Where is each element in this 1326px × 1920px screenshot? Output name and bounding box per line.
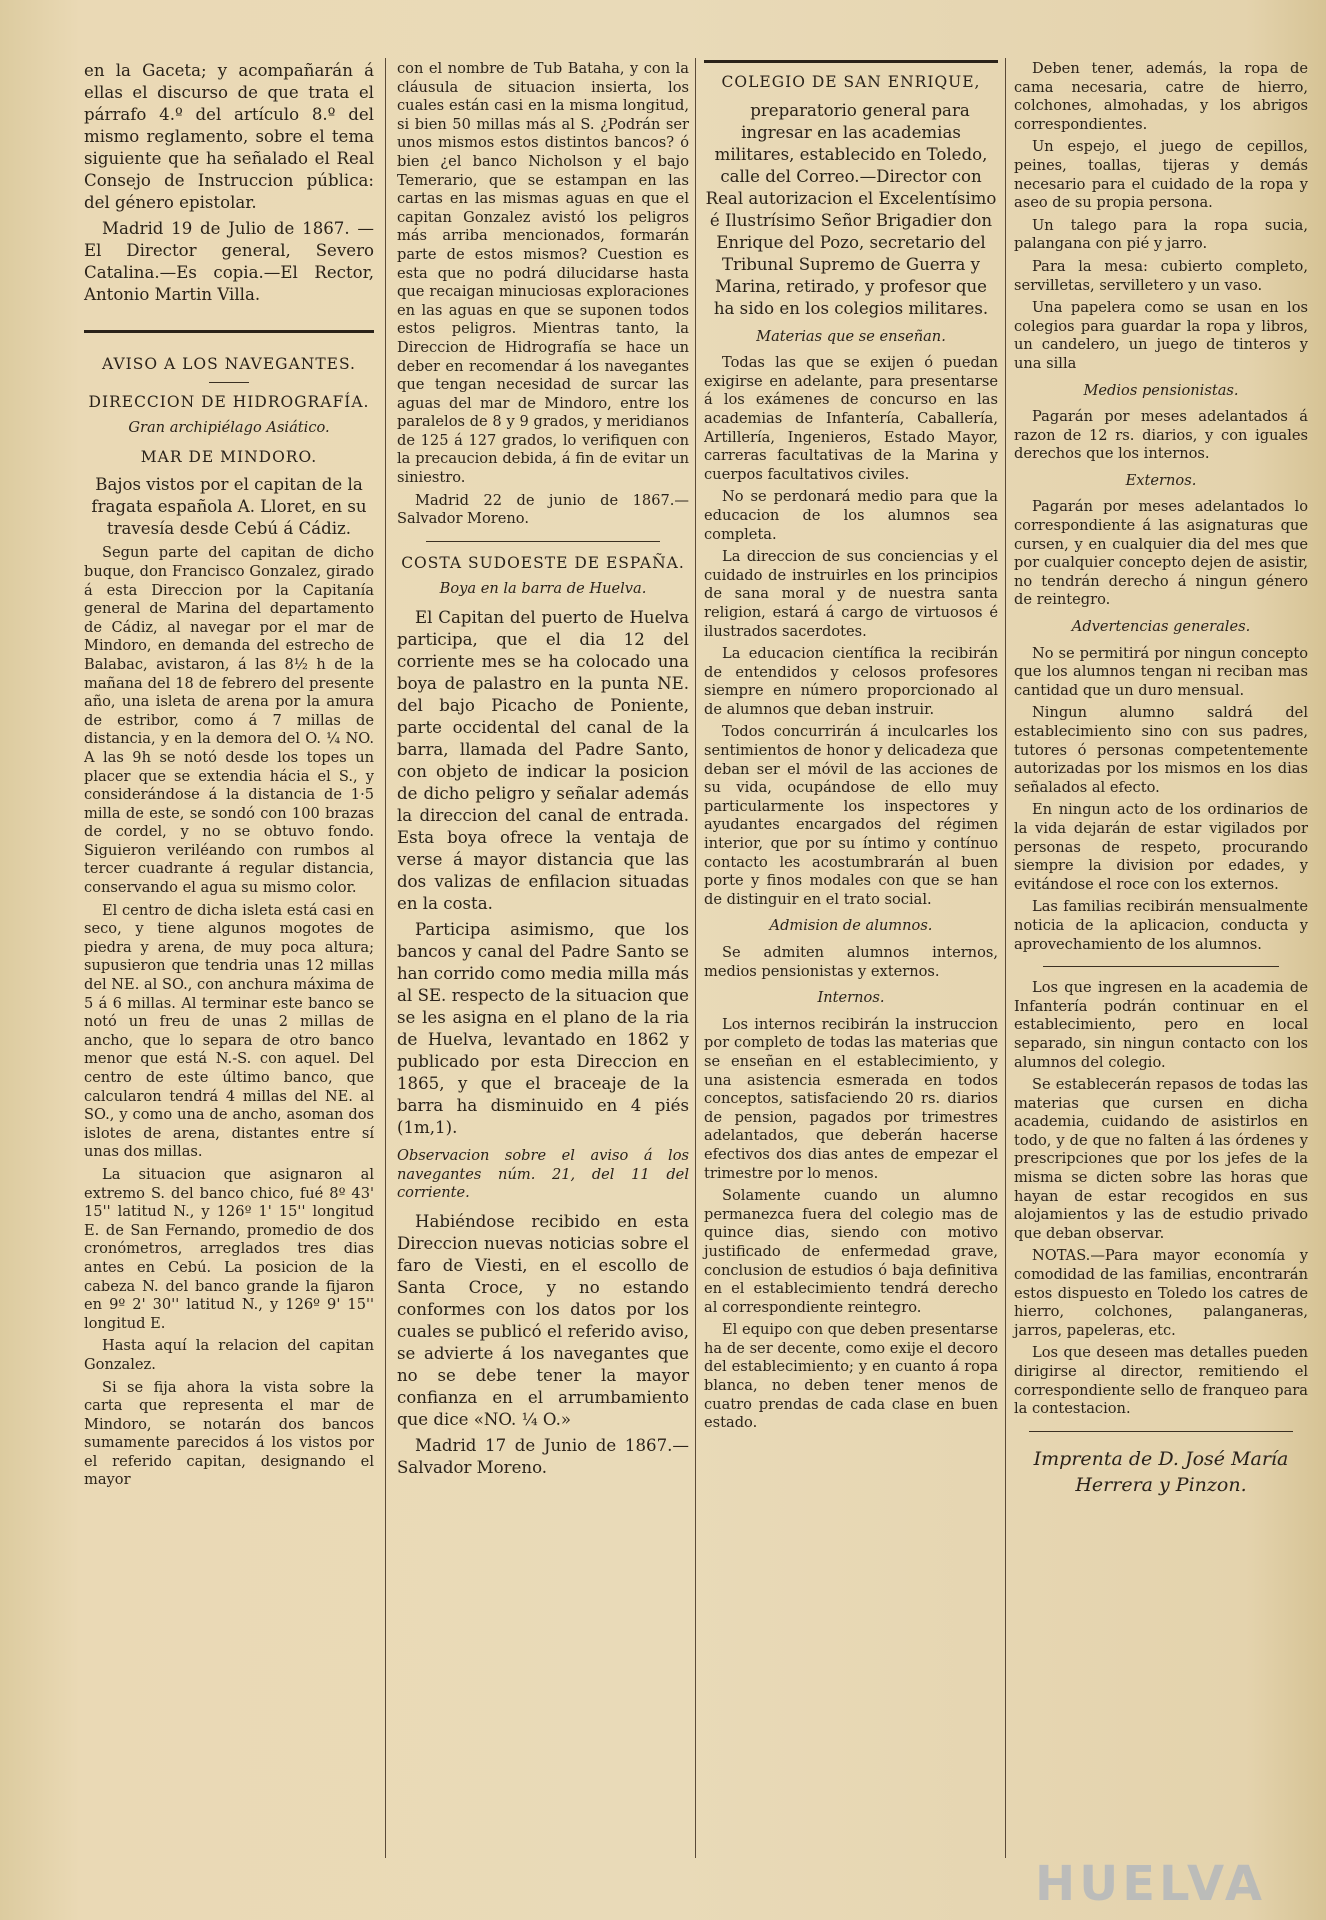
paragraph: La situacion que asignaron al extremo S. del banco chico, fué 8º 43' 15'' latitud N., y 126º 1' 15'' longitud E. de San Fernando, promedio de dos cronómetros, arreglados tres dias antes en Cebú. La posicion de la cabeza N. del banco grande la fijaron en 9º 2' 30'' latitud N., y 126º 9' 15'' longitud E. xyxy=(84,1165,374,1332)
paragraph: Las familias recibirán mensualmente noticia de la aplicacion, conducta y aprovechamiento de los alumnos. xyxy=(1014,898,1308,953)
paragraph: Un espejo, el juego de cepillos, peines, toallas, tijeras y demás necesario para el cuidado de la ropa y aseo de su propia persona. xyxy=(1014,138,1308,212)
paragraph: No se permitirá por ningun concepto que los alumnos tengan ni reciban mas cantidad que un duro mensual. xyxy=(1014,644,1308,699)
section-heading: COLEGIO DE SAN ENRIQUE, xyxy=(721,73,981,91)
column-1 xyxy=(84,60,374,1494)
divider xyxy=(426,541,660,542)
lead-paragraph: preparatorio general para ingresar en las academias militares, establecido en Toledo, calle del Correo.—Director con Real autorizacion el Excelentísimo é Ilustrísimo Señor Brigadier don Enrique del Pozo, secretario del Tribunal Supremo de Guerra y Marina, retirado, y profesor que ha sido en los colegios militares. xyxy=(705,100,997,318)
column-rule xyxy=(385,58,386,1858)
subsection-subtitle: Internos. xyxy=(817,989,885,1007)
subsection-heading: DIRECCION DE HIDROGRAFÍA. xyxy=(88,392,370,411)
paragraph: con el nombre de Tub Bataha, y con la cláusula de situacion insierta, los cuales están casi en la misma longitud, si bien 50 millas más al S. ¿Podrán ser unos mismos estos distintos bancos? ó bien ¿el banco Nicholson y el bajo Temerario, que se estampan en las cartas en las mismas aguas en que el capitan Gonzalez avistó los peligros más arriba mencionados, formarán parte de estos mismos? Cuestion es esta que no podrá dilucidarse hasta que recaigan minuciosas exploraciones en las aguas en que se suponen todos estos peligros. Mientras tanto, la Direccion de Hidrografía se hace un deber en recomendar á los navegantes que tengan necesidad de surcar las aguas del mar de Mindoro, entre los paralelos de 8 y 9 grados, y meridianos de 125 á 127 grados, lo verifiquen con la precaucion debida, á fin de evitar un siniestro. xyxy=(397,60,689,487)
paragraph: en la Gaceta; y acompañarán á ellas el discurso de que trata el párrafo 4.º del artículo 8.º del mismo reglamento, sobre el tema siguiente que ha señalado el Real Consejo de Instruccion pública: del género epistolar. xyxy=(84,61,374,212)
paragraph: Participa asimismo, que los bancos y canal del Padre Santo se han corrido como media milla más al SE. respecto de la situacion que se les asigna en el plano de la ria de Huelva, levantado en 1862 y publicado por esta Direccion en 1865, y que el braceaje de la barra ha disminuido en 4 piés (1m,1). xyxy=(397,920,689,1138)
notes-paragraph: NOTAS.—Para mayor economía y comodidad de las familias, encontrarán estos dispuesto en Toledo los catres de hierro, colchones, palanganeras, jarros, papeleras, etc. xyxy=(1014,1247,1308,1339)
subsection-subtitle: Medios pensionistas. xyxy=(1083,381,1239,399)
subsection-subtitle: Materias que se enseñan. xyxy=(756,327,946,345)
signature-paragraph: Madrid 19 de Julio de 1867. —El Director general, Severo Catalina.—Es copia.—El Rector, Antonio Martin Villa. xyxy=(84,219,374,304)
section-divider xyxy=(84,330,374,333)
paragraph: El Capitan del puerto de Huelva participa, que el dia 12 del corriente mes se ha colocado una boya de palastro en la punta NE. del bajo Picacho de Poniente, parte occidental del canal de la barra, llamada del Padre Santo, con objeto de indicar la posicion de dicho peligro y señalar además la direccion del canal de entrada. Esta boya ofrece la ventaja de verse á mayor distancia que las dos valizas de enfilacion situadas en la costa. xyxy=(397,608,689,914)
subsection-subtitle: Gran archipiélago Asiático. xyxy=(128,419,330,437)
paragraph: Si se fija ahora la vista sobre la carta que representa el mar de Mindoro, se notarán dos bancos sumamente parecidos á los vistos por el referido capitan, designando el mayor xyxy=(84,1378,374,1489)
paragraph: Ningun alumno saldrá del establecimiento sino con sus padres, tutores ó personas competentemente autorizadas por los mismos en los dias señalados al efecto. xyxy=(1014,704,1308,796)
observation-heading: Observacion sobre el aviso á los navegantes núm. 21, del 11 del corriente. xyxy=(397,1147,689,1202)
subsection-heading: MAR DE MINDORO. xyxy=(140,447,318,466)
paragraph: Una papelera como se usan en los colegios para guardar la ropa y libros, un candelero, un juego de tinteros y una silla xyxy=(1014,299,1308,372)
column-rule xyxy=(1005,58,1006,1858)
signature-paragraph: Madrid 17 de Junio de 1867.—Salvador Moreno. xyxy=(397,1435,689,1477)
paragraph: Hasta aquí la relacion del capitan Gonzalez. xyxy=(84,1337,374,1373)
library-watermark: HUELVA xyxy=(1035,1856,1266,1912)
paragraph: En ningun acto de los ordinarios de la vida dejarán de estar vigilados por personas de respeto, procurando siempre la division por edades, y evitándose el roce con los externos. xyxy=(1014,801,1308,893)
paragraph: La direccion de sus conciencias y el cuidado de instruirles en los principios de sana moral y de nuestra santa religion, estará á cargo de virtuosos é ilustrados sacerdotes. xyxy=(704,548,998,640)
paragraph: Se admiten alumnos internos, medios pensionistas y externos. xyxy=(704,944,998,980)
lead-paragraph: Bajos vistos por el capitan de la fragata española A. Lloret, en su travesía desde Cebú á Cádiz. xyxy=(91,475,367,539)
paragraph: Deben tener, además, la ropa de cama necesaria, catre de hierro, colchones, almohadas, y los abrigos correspondientes. xyxy=(1014,60,1308,133)
paragraph: Solamente cuando un alumno permanezca fuera del colegio mas de quince dias, siendo con motivo justificado de enfermedad grave, conclusion de estudios ó baja definitiva en el establecimiento tendrá derecho al correspondiente reintegro. xyxy=(704,1187,998,1316)
paragraph: Habiéndose recibido en esta Direccion nuevas noticias sobre el faro de Viesti, en el escollo de Santa Croce, y no estando conformes con los datos por los cuales se publicó el referido aviso, se advierte á los navegantes que no se debe tener la mayor confianza en el arrumbamiento que dice «NO. ¼ O.» xyxy=(397,1211,689,1429)
subsection-subtitle: Admision de alumnos. xyxy=(769,917,933,935)
column-4 xyxy=(1014,60,1308,1498)
paragraph: Pagarán por meses adelantados lo correspondiente á las asignaturas que cursen, y en cualquier dia del mes que por cualquier concepto dejen de asistir, no tendrán derecho á ningun género de reintegro. xyxy=(1014,498,1308,609)
printer-imprint: Imprenta de D. José María Herrera y Pinzon. xyxy=(1033,1447,1289,1496)
column-3 xyxy=(704,60,998,1437)
paragraph: Segun parte del capitan de dicho buque, don Francisco Gonzalez, girado á esta Direccion por la Capitanía general de Marina del departamento de Cádiz, al navegar por el mar de Mindoro, en demanda del estrecho de Balabac, avistaron, á las 8½ h de la mañana del 18 de febrero del presente año, una isleta de arena por la amura de estribor, como á 7 millas de distancia, y en la demora del O. ¼ NO. A las 9h se notó desde los topes un placer que se extendia hácia el S., y considerándose á la distancia de 1·5 milla de este, se sondó con 100 brazas de cordel, y no se obtuvo fondo. Siguieron veriléando con rumbos al tercer cuadrante á regular distancia, conservando el agua su mismo color. xyxy=(84,544,374,897)
paragraph: Los internos recibirán la instruccion por completo de todas las materias que se enseñan en el establecimiento, y una asistencia esmerada en todos conceptos, satisfaciendo 20 rs. diarios de pension, pagados por trimestres adelantados, que deberán hacerse efectivos dos dias antes de empezar el trimestre por lo menos. xyxy=(704,1015,998,1182)
paragraph: Los que deseen mas detalles pueden dirigirse al director, remitiendo el correspondiente sello de franqueo para la contestacion. xyxy=(1014,1344,1308,1418)
paragraph: La educacion científica la recibirán de entendidos y celosos profesores siempre en número proporcionado al de alumnos que deban instruir. xyxy=(704,645,998,718)
divider xyxy=(209,382,249,383)
paragraph: Un talego para la ropa sucia, palangana con pié y jarro. xyxy=(1014,216,1308,253)
divider xyxy=(1043,966,1278,967)
subsection-subtitle: Advertencias generales. xyxy=(1071,618,1251,636)
subsection-subtitle: Boya en la barra de Huelva. xyxy=(439,580,647,598)
paragraph: Todas las que se exijen ó puedan exigirse en adelante, para presentarse á los exámenes de concurso en las academias de Infantería, Caballería, Artillería, Ingenieros, Estado Mayor, carreras facultativas de la Marina y cuerpos facultativos civiles. xyxy=(704,354,998,483)
divider xyxy=(1029,1431,1294,1432)
column-2 xyxy=(397,60,689,1483)
paragraph: Los que ingresen en la academia de Infantería podrán continuar en el establecimiento, pero en local separado, sin ningun contacto con los alumnos del colegio. xyxy=(1014,979,1308,1071)
paragraph: Pagarán por meses adelantados á razon de 12 rs. diarios, y con iguales derechos que los internos. xyxy=(1014,408,1308,463)
paragraph: Para la mesa: cubierto completo, servilletas, servilletero y un vaso. xyxy=(1014,257,1308,294)
subsection-subtitle: Externos. xyxy=(1125,471,1197,489)
paragraph: Se establecerán repasos de todas las materias que cursen en dicha academia, cuidando de asistirlos en todo, y de que no falten á las órdenes y prescripciones que por los jefes de la misma se dicten sobre las horas que hayan de estar recogidos en sus alojamientos y las de estudio privado que deban observar. xyxy=(1014,1076,1308,1242)
signature-paragraph: Madrid 22 de junio de 1867.— Salvador Moreno. xyxy=(397,491,689,528)
section-heading: AVISO A LOS NAVEGANTES. xyxy=(102,355,356,373)
paragraph: El equipo con que deben presentarse ha de ser decente, como exije el decoro del establecimiento; y en cuanto á ropa blanca, no deben tener menos de cuatro prendas de cada clase en buen estado. xyxy=(704,1321,998,1432)
column-rule xyxy=(695,58,696,1858)
paragraph: No se perdonará medio para que la educacion de los alumnos sea completa. xyxy=(704,488,998,543)
paragraph: El centro de dicha isleta está casi en seco, y tiene algunos mogotes de piedra y arena, de muy poca altura; supusieron que tendria unas 12 millas del NE. al SO., con anchura máxima de 5 á 6 millas. Al terminar este banco se notó un freu de unas 2 millas de ancho, que lo separa de otro banco menor que está N.-S. con aquel. Del centro de este último banco, que calcularon tendrá 4 millas del NE. al SO., y como una de ancho, asoman dos islotes de arena, distantes entre sí unas dos millas. xyxy=(84,901,374,1161)
section-divider xyxy=(704,60,998,63)
section-heading: COSTA SUDOESTE DE ESPAÑA. xyxy=(401,553,685,572)
paragraph: Todos concurrirán á inculcarles los sentimientos de honor y delicadeza que deban ser el móvil de las acciones de su vida, ocupándose de ello muy particularmente los inspectores y ayudantes encargados del régimen interior, que por su íntimo y contínuo contacto les acostumbrarán al buen porte y finos modales con que se han de distinguir en el trato social. xyxy=(704,723,998,908)
